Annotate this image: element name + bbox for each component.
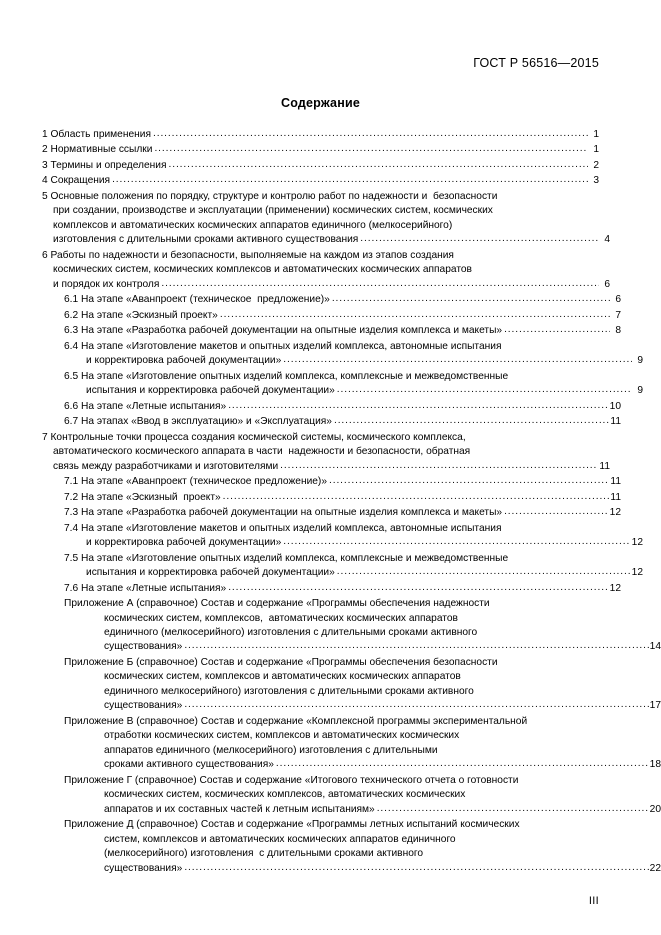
toc-entry[interactable] [42,415,621,429]
toc-entry-line: Приложение Г (справочное) Состав и содержание «Итогового технического отчета о готовности [64,774,519,786]
toc-entry-text: 6.3 На этапе «Разработка рабочей документации на опытные изделия комплекса и макеты» [64,325,503,337]
standard-designation: ГОСТ Р 56516—2015 [473,56,599,70]
toc-entry-line [42,582,621,596]
toc-entry-line: 6.4 На этапе «Изготовление макетов и опытных изделий комплекса, автономные испытания [64,340,502,352]
toc-entry[interactable] [42,190,610,248]
toc-entry-line: космических систем, космических комплексов, автоматических космических [104,789,466,801]
toc-page-number: 17 [649,700,661,712]
toc-entry-line: Приложение В (справочное) Состав и содержание «Комплексной программы экспериментальной [64,715,528,727]
toc-entry-line [42,278,610,292]
toc-leader-dots [332,292,610,306]
toc-entry-line [42,309,621,323]
toc-page-number: 2 [593,159,599,171]
toc-page-number: 22 [649,862,661,874]
page-title: Содержание [280,96,360,110]
toc-entry-line: Приложение А (справочное) Состав и содержание «Программы обеспечения надежности [64,598,490,610]
toc-entry-text: 1 Область применения [42,129,151,140]
toc-entry-text: 6.7 На этапах «Ввод в эксплуатацию» и «Эксплуатация» [64,416,332,428]
toc-entry-line [42,159,599,173]
toc-entry-line [42,384,643,398]
toc-entry-text: и корректировка рабочей документации» [86,537,282,549]
toc-entry-text: 6.2 На этапе «Эскизный проект» [64,309,218,321]
toc-leader-dots [228,399,608,413]
toc-entry-line [42,233,610,247]
toc-page-number: 6 [615,294,621,306]
toc-entry[interactable] [42,597,661,655]
toc-entry[interactable] [42,818,661,876]
toc-entry[interactable] [42,431,610,474]
toc-entry-line [42,803,661,817]
toc-entry-line: автоматического космического аппарата в части надежности и безопасности, обратная [53,446,471,458]
toc-entry[interactable] [42,715,661,773]
toc-page-number: 11 [610,491,621,503]
toc-entry-text: существования» [104,700,183,712]
toc-entry[interactable] [42,552,643,581]
toc-entry[interactable] [42,400,621,414]
toc-entry-text: 7.3 На этапе «Разработка рабочей документации на опытные изделия комплекса и макеты» [64,507,503,519]
toc-entry-line: систем, комплексов и автоматических космических аппаратов единичного [104,833,456,845]
toc-leader-dots [154,142,588,156]
toc-leader-dots [184,639,648,653]
toc-entry-line [42,400,621,414]
toc-leader-dots [276,757,649,771]
toc-leader-dots [168,158,588,172]
toc-leader-dots [504,505,609,519]
toc-entry[interactable] [42,522,643,551]
toc-page-number: 11 [610,476,621,488]
toc-page-number: 6 [604,278,610,290]
toc-entry-line: Приложение Д (справочное) Состав и содержание «Программы летных испытаний космических [64,819,520,831]
toc-entry-line [42,324,621,338]
toc-leader-dots [220,308,610,322]
toc-entry-text: и корректировка рабочей документации» [86,355,282,367]
toc-page-number: 11 [599,460,610,472]
toc-entry-line: (мелкосерийного) изготовления с длительными сроками активного [104,848,424,860]
toc-entry-text: 6.6 На этапе «Летные испытания» [64,400,227,412]
toc-entry-line [42,143,599,157]
toc-page-number: 9 [637,355,643,367]
toc-entry-line [42,862,661,876]
toc-entry-text: аппаратов и их составных частей к летным испытаниям» [104,803,375,815]
toc-entry-text: 2 Нормативные ссылки [42,144,153,156]
toc-entry-line: 5 Основные положения по порядку, структуре и контролю работ по надежности и безопасности [42,190,498,202]
toc-entry-text: 7.1 На этапе «Аванпроект (техническое предложение)» [64,476,327,488]
toc-entry-line [42,174,599,188]
toc-entry-line [42,460,610,474]
toc-leader-dots [184,861,648,875]
toc-entry-text: 7.6 На этапе «Летные испытания» [64,582,227,594]
toc-page-number: 12 [631,537,643,549]
toc-entry-line: аппаратов единичного (мелкосерийного) изготовления с длительными [104,744,438,756]
toc-entry-line: 7.4 На этапе «Изготовление макетов и опытных изделий комплекса, автономные испытания [64,522,502,534]
table-of-contents [42,128,661,876]
toc-entry[interactable] [42,491,621,505]
toc-entry-line: при создании, производстве и эксплуатации (применении) космических систем, космических [53,205,493,217]
toc-entry-line: 6.5 На этапе «Изготовление опытных изделий комплекса, комплексные и межведомственные [64,370,509,382]
toc-entry[interactable] [42,159,599,173]
toc-entry-line: единичного (мелкосерийного) изготовления с длительными сроками активного [104,626,478,638]
toc-page-number: 1 [593,144,599,156]
toc-entry-text: испытания и корректировка рабочей документации» [86,567,335,579]
toc-leader-dots [112,173,588,187]
toc-entry-line [42,415,621,429]
toc-page-number: 10 [609,400,621,412]
toc-entry-text: сроками активного существования» [104,759,274,771]
toc-page-number: 12 [609,507,621,519]
toc-entry[interactable] [42,309,621,323]
toc-entry-line [42,491,621,505]
toc-page-number: 20 [649,803,661,815]
toc-leader-dots [504,323,610,337]
toc-leader-dots [184,698,648,712]
toc-entry-line [42,566,643,580]
toc-entry-line: отработки космических систем, комплексов и автоматических космических [104,730,460,742]
toc-entry-line [42,128,599,142]
toc-entry[interactable] [42,340,643,369]
toc-entry-line: космических систем, комплексов, автоматических космических аппаратов [104,612,458,624]
toc-page-number: 4 [604,234,610,246]
toc-entry-line: 7.5 На этапе «Изготовление опытных изделий комплекса, комплексные и межведомственные [64,552,509,564]
toc-entry-text: и порядок их контроля [53,278,160,290]
toc-entry[interactable] [42,582,621,596]
toc-entry-text: 4 Сокращения [42,175,111,187]
toc-entry-text: 6.1 На этапе «Аванпроект (техническое предложение)» [64,294,330,306]
toc-entry-line: комплексов и автоматических космических аппаратов единичного (мелкосерийного) [53,219,453,231]
toc-entry[interactable] [42,506,621,520]
toc-leader-dots [283,353,632,367]
toc-leader-dots [283,535,630,549]
toc-entry-text: 3 Термины и определения [42,159,167,171]
toc-entry-line [42,758,661,772]
toc-page-number: 12 [609,582,621,594]
toc-entry[interactable] [42,324,621,338]
toc-entry[interactable] [42,293,621,307]
toc-page-number: 18 [649,759,661,771]
toc-entry-text: изготовления с длительными сроками активного существования [53,234,359,246]
toc-page-number: 1 [593,129,599,140]
toc-entry-line: 6 Работы по надежности и безопасности, выполняемые на каждом из этапов создания [42,249,454,261]
toc-leader-dots [334,414,609,428]
toc-entry-line [42,354,643,368]
toc-entry-line: космических систем, космических комплексов и автоматических космических аппаратов [53,264,472,276]
toc-leader-dots [153,127,588,141]
toc-entry[interactable] [42,174,599,188]
toc-leader-dots [280,459,598,473]
toc-page-number: 3 [593,175,599,187]
toc-entry-text: существования» [104,862,183,874]
toc-page-number: 8 [615,325,621,337]
toc-leader-dots [337,383,632,397]
toc-entry-line [42,475,621,489]
toc-leader-dots [377,802,649,816]
footer-page-number: III [588,895,599,907]
toc-entry-line: Приложение Б (справочное) Состав и содержание «Программы обеспечения безопасности [64,656,498,668]
toc-page-number: 9 [637,385,643,397]
toc-entry[interactable] [42,475,621,489]
toc-page-number: 14 [649,641,661,653]
toc-page-number: 11 [610,416,621,428]
toc-entry[interactable] [42,128,599,142]
toc-entry-line: 7 Контрольные точки процесса создания космической системы, космического комплекса, [42,431,466,443]
toc-entry[interactable] [42,143,599,157]
toc-leader-dots [223,490,610,504]
toc-page-number: 12 [631,567,643,579]
toc-entry-text: испытания и корректировка рабочей документации» [86,385,335,397]
toc-entry-line: космических систем, комплексов и автоматических космических аппаратов [104,671,461,683]
toc-leader-dots [360,232,599,246]
toc-entry[interactable] [42,774,661,817]
toc-entry-line [42,640,661,654]
toc-leader-dots [329,474,609,488]
toc-entry-text: связь между разработчиками и изготовителями [53,460,279,472]
toc-leader-dots [161,277,599,291]
toc-entry-text: существования» [104,641,183,653]
toc-page-number: 7 [615,309,621,321]
toc-leader-dots [337,565,631,579]
toc-entry-line [42,506,621,520]
toc-entry-line [42,699,661,713]
toc-entry-line [42,293,621,307]
toc-leader-dots [228,581,608,595]
toc-entry[interactable] [42,249,610,292]
toc-entry[interactable] [42,370,643,399]
toc-entry[interactable] [42,656,661,714]
toc-entry-line: единичного мелкосерийного) изготовления с длительными сроками активного [104,685,474,697]
toc-entry-line [42,536,643,550]
toc-entry-text: 7.2 На этапе «Эскизный проект» [64,491,221,503]
